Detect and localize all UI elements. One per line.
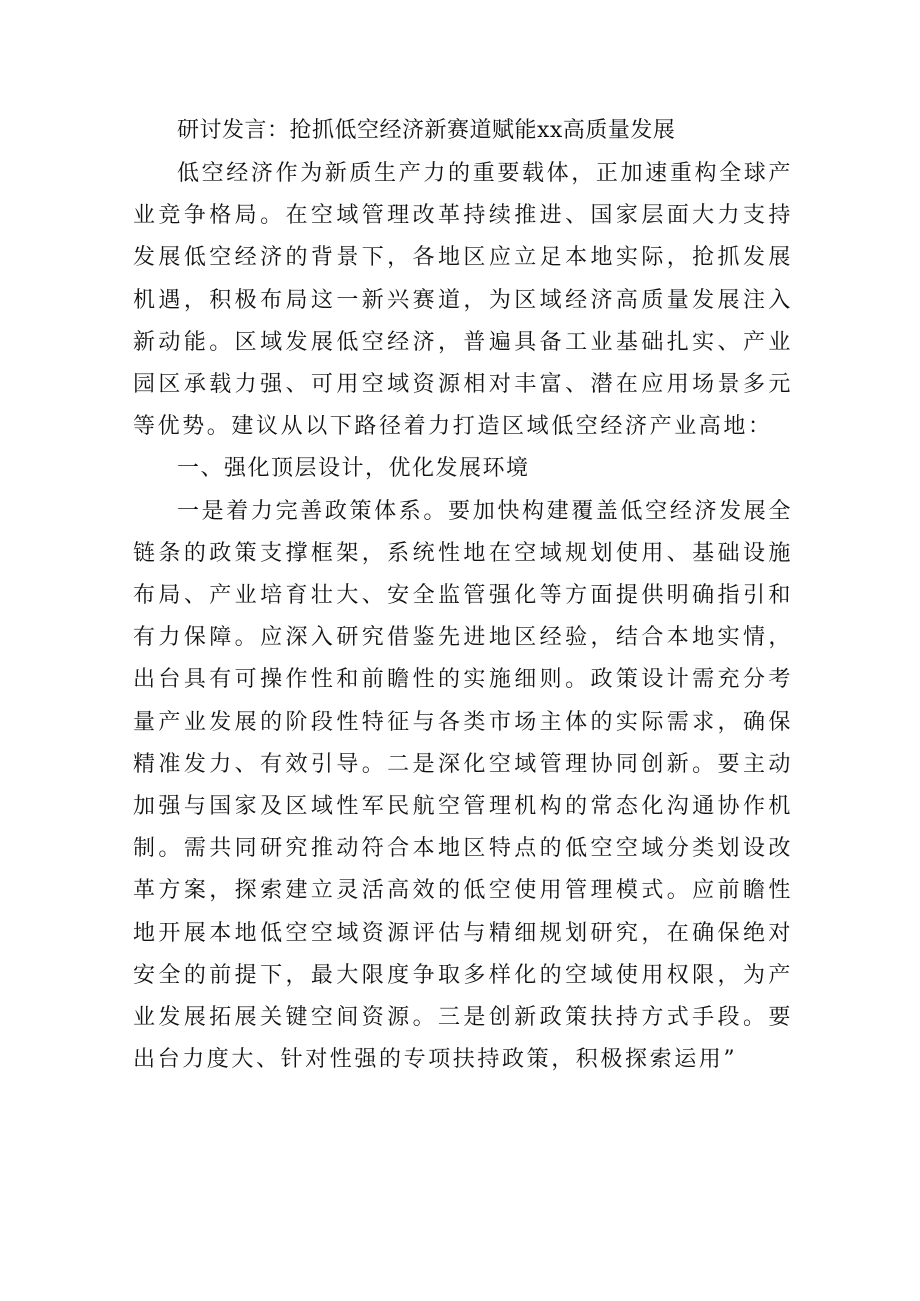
section-heading: 一、强化顶层设计，优化发展环境 bbox=[177, 456, 530, 482]
intro-paragraph: 低空经济作为新质生产力的重要载体，正加速重构全球产业竞争格局。在空域管理改革持续推进、国家层面大力支持发展低空经济的背景下，各地区应立足本地实际，抢抓发展机遇，积极布局这一新兴赛道，为区域经济高质量发展注入新动能。区域发展低空经济，普遍具备工业基础扎实、产业园区承载力强、可用空域资源相对丰富、潜在应用场景多元等优势。建议从以下路径着力打造区域低空经济产业高地： bbox=[133, 161, 793, 440]
document-title: 研讨发言：抢抓低空经济新赛道赋能xx高质量发展 bbox=[177, 118, 676, 143]
section-paragraph: 一是着力完善政策体系。要加快构建覆盖低空经济发展全链条的政策支撑框架，系统性地在空域规划使用、基础设施布局、产业培育壮大、安全监管强化等方面提供明确指引和有力保障。应深入研究借鉴先进地区经验，结合本地实情，出台具有可操作性和前瞻性的实施细则。政策设计需充分考量产业发展的阶段性特征与各类市场主体的实际需求，确保精准发力、有效引导。二是深化空域管理协同创新。要主动加强与国家及区域性军民航空管理机构的常态化沟通协作机制。需共同研究推动符合本地区特点的低空空域分类划设改革方案，探索建立灵活高效的低空使用管理模式。应前瞻性地开展本地低空空域资源评估与精细规划研究，在确保绝对安全的前提下，最大限度争取多样化的空域使用权限，为产业发展拓展关键空间资源。三是创新政策扶持方式手段。要出台力度大、针对性强的专项扶持政策，积极探索运用” bbox=[133, 498, 793, 1073]
document-body bbox=[133, 109, 793, 1081]
